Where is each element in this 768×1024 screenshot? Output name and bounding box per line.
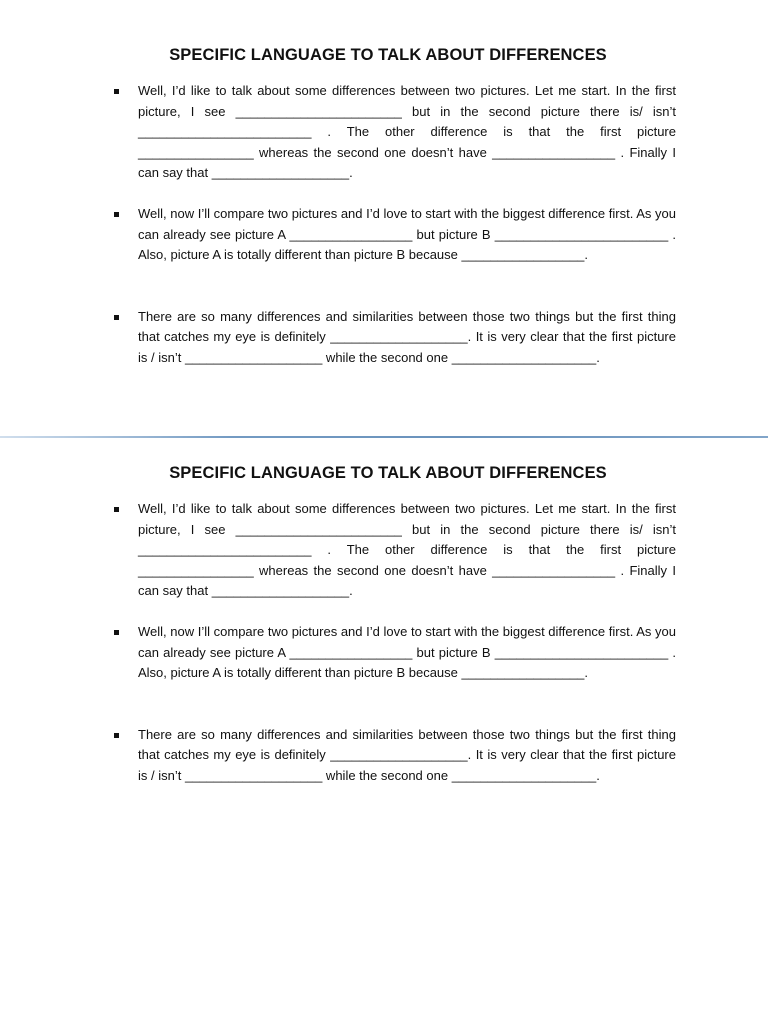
bullet-icon <box>114 212 119 217</box>
exercise-text: Well, now I’ll compare two pictures and I’d love to start with the biggest difference first. As you can already see picture A _________________ but picture B ________________________ . Also, picture A is totally different than picture B because _________________. <box>138 623 676 681</box>
exercise-item <box>138 499 676 602</box>
exercise-text: Well, now I’ll compare two pictures and I’d love to start with the biggest difference first. As you can already see picture A _________________ but picture B ________________________ . Also, picture A is totally different than picture B because _________________. <box>138 205 676 263</box>
exercise-item <box>138 81 676 184</box>
exercise-text: Well, I’d like to talk about some differences between two pictures. Let me start. In the first picture, I see _______________________ but in the second picture there is/ isn’t ________________________ . The other difference is that the first picture ________________ whereas the second one doesn’t have _________________ . Finally I can say that ___________________. <box>138 501 676 599</box>
worksheet-section-1 <box>0 43 768 369</box>
exercise-list <box>0 499 768 787</box>
exercise-item <box>138 307 676 369</box>
bullet-icon <box>114 630 119 635</box>
exercise-text: There are so many differences and similarities between those two things but the first thing that catches my eye is definitely ___________________. It is very clear that the first picture is / isn’t ___________________ while the second one ____________________. <box>138 726 676 783</box>
section-title: SPECIFIC LANGUAGE TO TALK ABOUT DIFFERENCES <box>169 46 607 64</box>
exercise-item <box>138 725 676 787</box>
exercise-item <box>138 204 676 266</box>
bullet-icon <box>114 89 119 94</box>
bullet-icon <box>114 315 119 320</box>
exercise-item <box>138 622 676 684</box>
section-title: SPECIFIC LANGUAGE TO TALK ABOUT DIFFERENCES <box>169 464 607 482</box>
worksheet-section-2 <box>0 461 768 787</box>
exercise-text: Well, I’d like to talk about some differences between two pictures. Let me start. In the first picture, I see _______________________ but in the second picture there is/ isn’t ________________________ . The other difference is that the first picture ________________ whereas the second one doesn’t have _________________ . Finally I can say that ___________________. <box>138 83 676 181</box>
bullet-icon <box>114 733 119 738</box>
bullet-icon <box>114 507 119 512</box>
exercise-text: There are so many differences and similarities between those two things but the first thing that catches my eye is definitely ___________________. It is very clear that the first picture is / isn’t ___________________ while the second one ____________________. <box>138 308 676 365</box>
section-divider <box>0 436 768 438</box>
exercise-list <box>0 81 768 369</box>
